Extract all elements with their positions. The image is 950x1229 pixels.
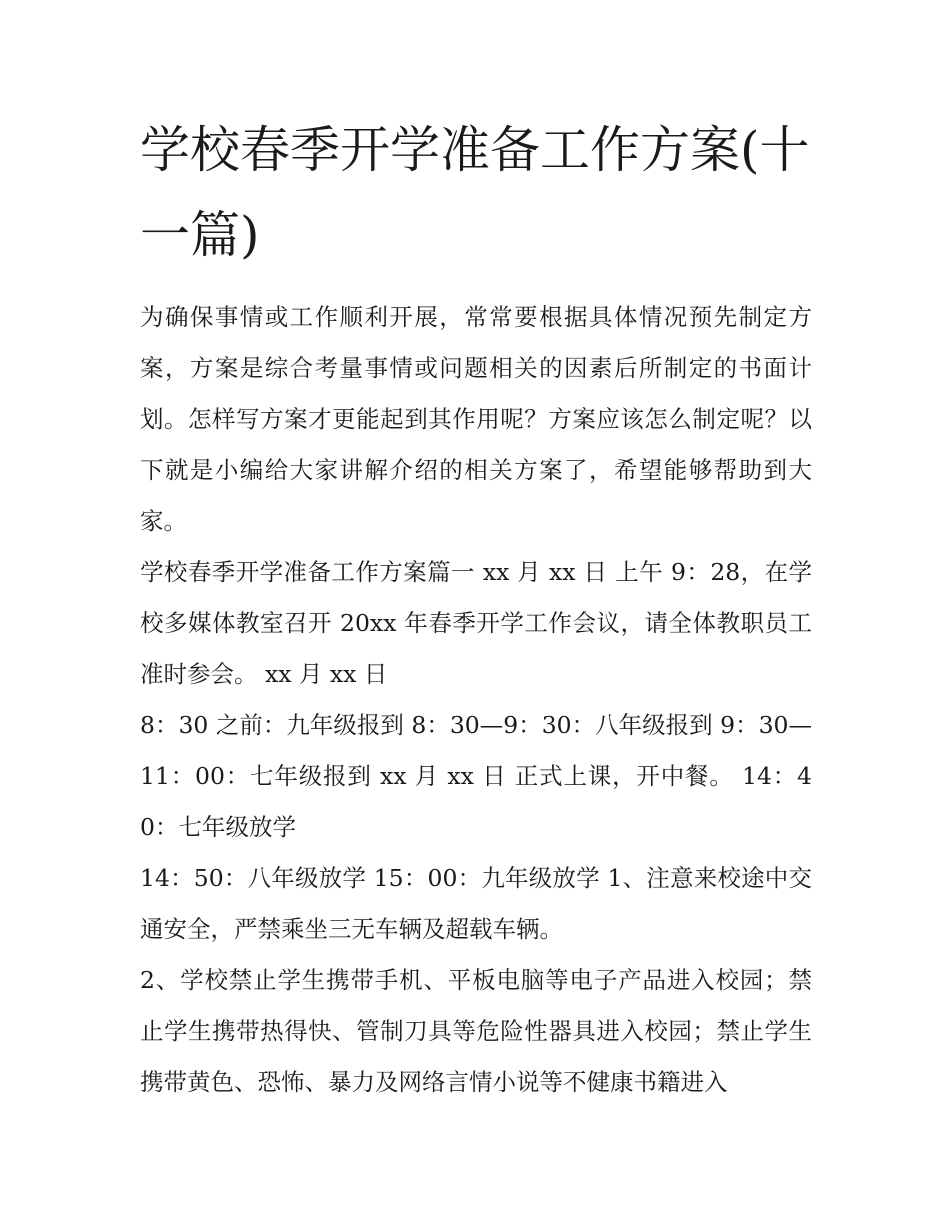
document-page (140, 108, 812, 1108)
document-body (140, 292, 812, 1108)
paragraph-dismissal: 14：50：八年级放学 15：00：九年级放学 1、注意来校途中交通安全，严禁乘坐三无车辆及超载车辆。 (140, 864, 812, 943)
paragraph-meeting: 学校春季开学准备工作方案篇一 xx 月 xx 日 上午 9：28，在学校多媒体教室召开 20xx 年春季开学工作会议，请全体教职员工准时参会。 xx 月 xx 日 (140, 558, 812, 688)
document-title: 学校春季开学准备工作方案(十一篇) (140, 121, 810, 264)
paragraph-rules: 2、学校禁止学生携带手机、平板电脑等电子产品进入校园；禁止学生携带热得快、管制刀具等危险性器具进入校园；禁止学生携带黄色、恐怖、暴力及网络言情小说等不健康书籍进入 (140, 966, 812, 1096)
paragraph-schedule: 8：30 之前：九年级报到 8：30—9：30：八年级报到 9：30—11：00：七年级报到 xx 月 xx 日 正式上课，开中餐。 14：40：七年级放学 (140, 711, 812, 841)
paragraph-intro: 为确保事情或工作顺利开展，常常要根据具体情况预先制定方案，方案是综合考量事情或问题相关的因素后所制定的书面计划。怎样写方案才更能起到其作用呢？方案应该怎么制定呢？以下就是小编给大家讲解介绍的相关方案了，希望能够帮助到大家。 (140, 303, 812, 535)
